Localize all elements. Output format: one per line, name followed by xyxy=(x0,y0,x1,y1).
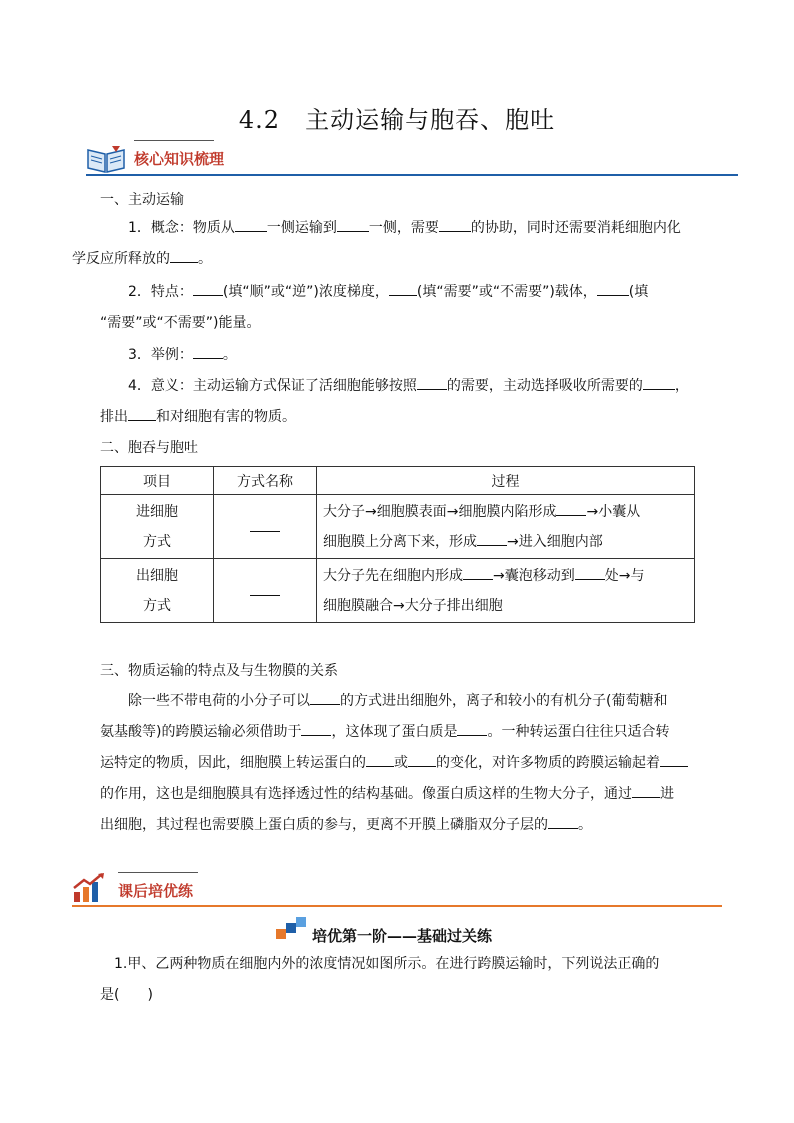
table-header-name: 方式名称 xyxy=(214,467,317,495)
part1-significance: 4．意义：主动运输方式保证了活细胞能够按照 的需要，主动选择吸收所需要的 ， 排出 和对细胞有害的物质。 xyxy=(100,371,720,433)
table-header-process: 过程 xyxy=(317,467,695,495)
endo-exo-table xyxy=(100,466,695,623)
section-heading-knowledge: 核心知识梳理 xyxy=(134,150,225,168)
steps-icon xyxy=(276,915,306,941)
subsection-heading: 培优第一阶——基础过关练 xyxy=(312,927,493,945)
row1-name-blank xyxy=(214,495,317,559)
row1-process: 大分子→细胞膜表面→细胞膜内陷形成 →小囊从 细胞膜上分离下来，形成 →进入细胞内部 xyxy=(317,495,695,559)
section-divider xyxy=(72,905,722,907)
part1-heading: 一、主动运输 xyxy=(100,192,184,208)
section-divider xyxy=(86,174,738,176)
header-accent-line xyxy=(118,872,198,873)
row2-item: 出细胞 方式 xyxy=(101,559,214,623)
growth-chart-icon xyxy=(72,872,106,904)
part1-example: 3．举例： 。 xyxy=(100,340,720,371)
table-row xyxy=(101,495,695,559)
table-row xyxy=(101,559,695,623)
part2-heading: 二、胞吞与胞吐 xyxy=(100,440,198,456)
table-header-item: 项目 xyxy=(101,467,214,495)
part1-concept: 1．概念：物质从 一侧运输到 一侧，需要 的协助，同时还需要消耗细胞内化 学反应所释放的 。 xyxy=(100,213,720,275)
part3-text: 除一些不带电荷的小分子可以 的方式进出细胞外，离子和较小的有机分子(葡萄糖和 氨基酸等)的跨膜运输必须借助于 ，这体现了蛋白质是 。一种转运蛋白往往只适合转 运特定的物质，因此，细胞膜上转运蛋白的 或 的变化，对许多物质的跨膜运输起着 的作用，这也是细胞膜具有选择透过性的结构基础。像蛋白质这样的生物大分子，通过 进 出细胞，其过程也需要膜上蛋白质的参与，更离不开膜上磷脂双分子层的 。 xyxy=(100,686,720,841)
book-icon xyxy=(86,144,126,174)
row1-item: 进细胞 方式 xyxy=(101,495,214,559)
section-heading-practice: 课后培优练 xyxy=(118,882,194,900)
part3-heading: 三、物质运输的特点及与生物膜的关系 xyxy=(100,663,338,679)
header-accent-line xyxy=(134,140,214,141)
part1-features: 2．特点： (填“顺”或“逆”)浓度梯度， (填“需要”或“不需要”)载体， (填 “需要”或“不需要”)能量。 xyxy=(100,277,720,339)
row2-name-blank xyxy=(214,559,317,623)
page-title: 4.2 主动运输与胞吞、胞吐 xyxy=(238,106,556,134)
row2-process: 大分子先在细胞内形成 →囊泡移动到 处→与 细胞膜融合→大分子排出细胞 xyxy=(317,559,695,623)
question-1: 1.甲、乙两种物质在细胞内外的浓度情况如图所示。在进行跨膜运输时，下列说法正确的 是( ) xyxy=(100,956,660,1003)
